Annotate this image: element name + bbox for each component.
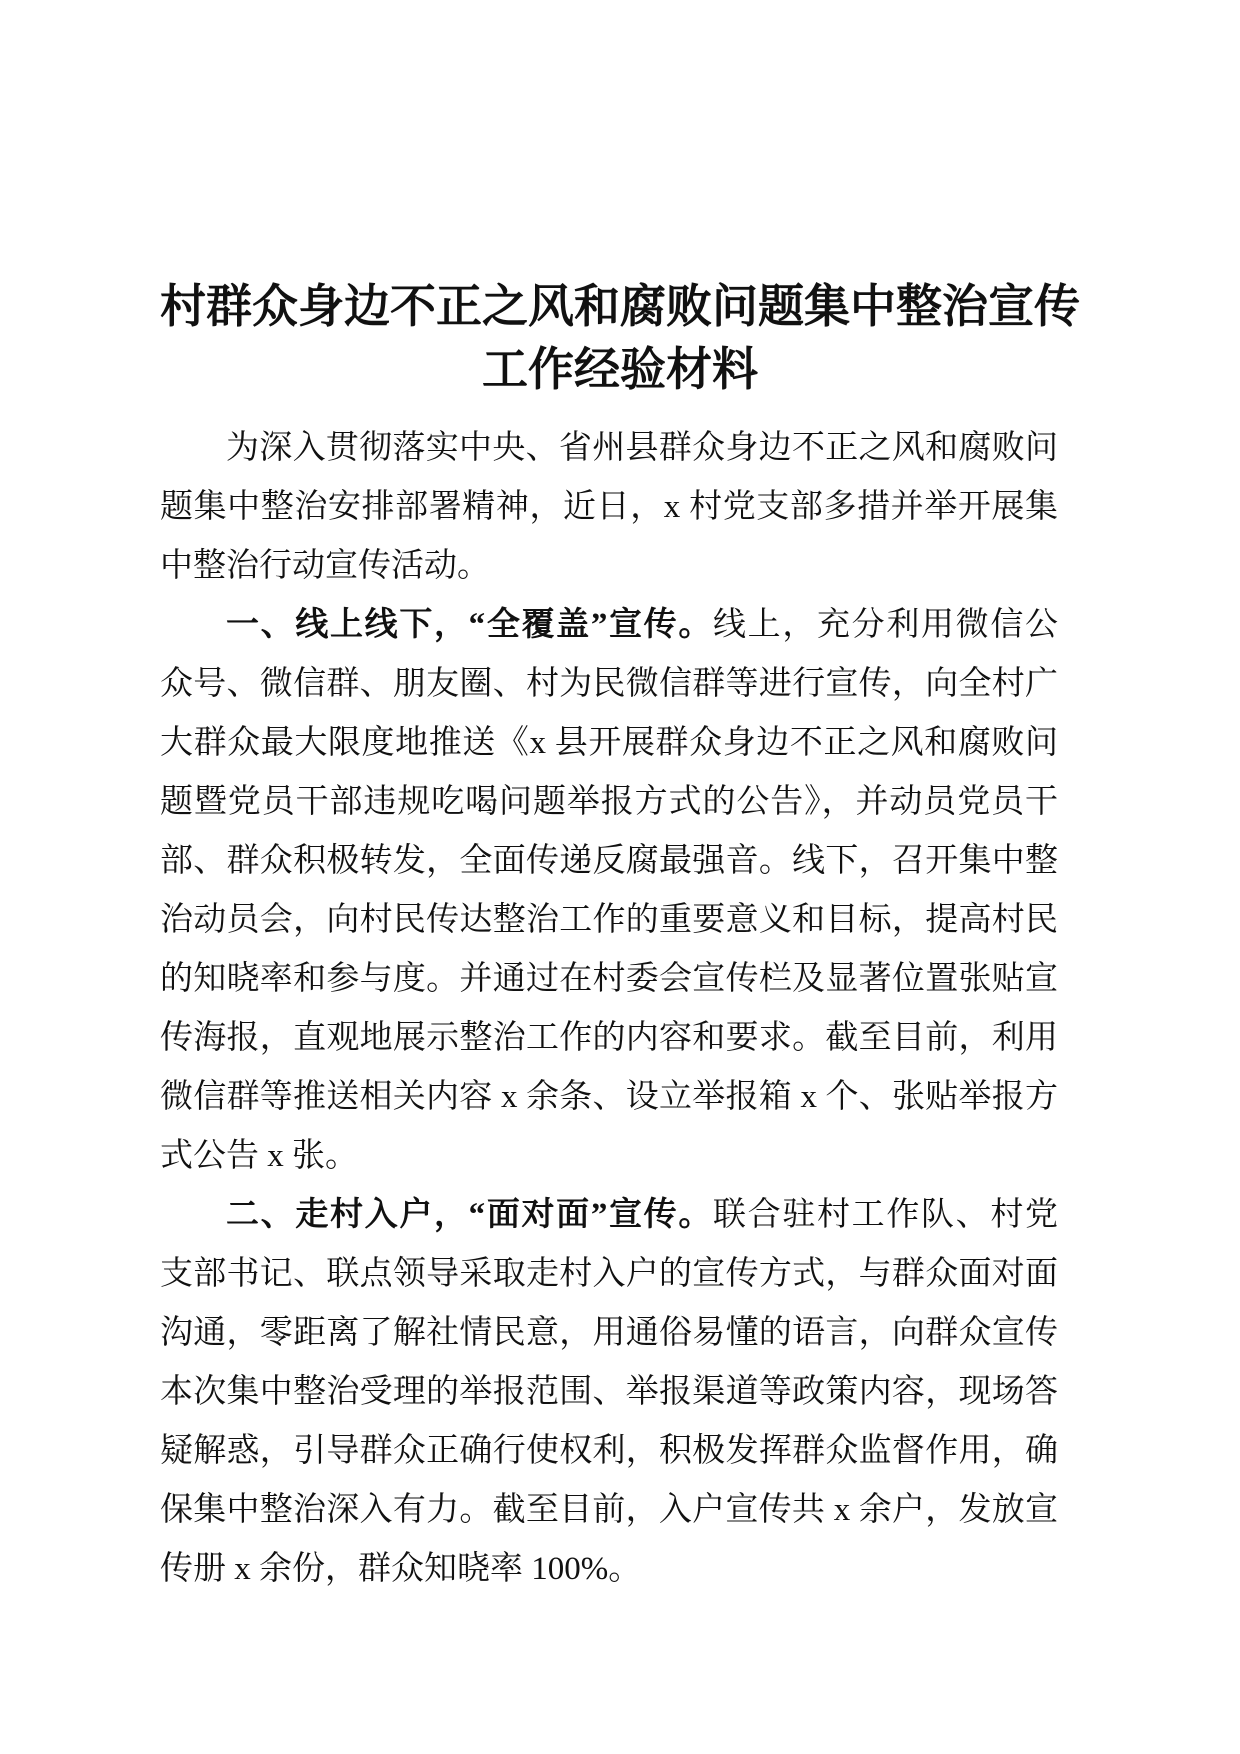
paragraph-line: 的知晓率和参与度。并通过在村委会宣传栏及显著位置张贴宣 [160,961,1058,997]
paragraph-line: 大群众最大限度地推送《x 县开展群众身边不正之风和腐败问 [160,725,1058,761]
paragraph-line: 部、群众积极转发，全面传递反腐最强音。线下，召开集中整 [160,843,1058,879]
section-paragraph-door-to-door [160,1186,1058,1599]
paragraph-first-line [160,596,1058,655]
section-heading: 二、走村入户，“面对面”宣传。 [226,1197,713,1233]
document-body [160,419,1058,1599]
paragraph-line: 疑解惑，引导群众正确行使权利，积极发挥群众监督作用，确 [160,1433,1058,1469]
paragraph-text: 线上，充分利用微信公 [713,607,1059,643]
paragraph-line: 题集中整治安排部署精神，近日，x 村党支部多措并举开展集 [160,489,1058,525]
paragraph-line: 传册 x 余份，群众知晓率 100%。 [160,1551,642,1587]
paragraph-line: 本次集中整治受理的举报范围、举报渠道等政策内容，现场答 [160,1374,1058,1410]
paragraph-line: 治动员会，向村民传达整治工作的重要意义和目标，提高村民 [160,902,1058,938]
paragraph-line: 传海报，直观地展示整治工作的内容和要求。截至目前，利用 [160,1020,1058,1056]
paragraph-line: 保集中整治深入有力。截至目前，入户宣传共 x 余户，发放宣 [160,1492,1059,1528]
paragraph-text: 联合驻村工作队、村党 [713,1197,1059,1233]
section-heading: 一、线上线下，“全覆盖”宣传。 [226,607,713,643]
paragraph-first-line [160,1186,1058,1245]
paragraph-line: 众号、微信群、朋友圈、村为民微信群等进行宣传，向全村广 [160,666,1058,702]
paragraph-line: 支部书记、联点领导采取走村入户的宣传方式，与群众面对面 [160,1256,1058,1292]
intro-paragraph [160,419,1058,596]
title-line-2: 工作经验材料 [482,344,758,395]
paragraph-line: 微信群等推送相关内容 x 余条、设立举报箱 x 个、张贴举报方 [160,1079,1058,1115]
paragraph-line: 式公告 x 张。 [160,1138,358,1174]
section-paragraph-online-offline [160,596,1058,1186]
document-title [0,275,1240,401]
paragraph-line: 题暨党员干部违规吃喝问题举报方式的公告》，并动员党员干 [160,784,1058,820]
paragraph-line: 沟通，零距离了解社情民意，用通俗易懂的语言，向群众宣传 [160,1315,1058,1351]
title-line-1: 村群众身边不正之风和腐败问题集中整治宣传 [160,281,1080,332]
paragraph-line: 为深入贯彻落实中央、省州县群众身边不正之风和腐败问 [226,430,1058,466]
paragraph-line: 中整治行动宣传活动。 [160,548,490,584]
